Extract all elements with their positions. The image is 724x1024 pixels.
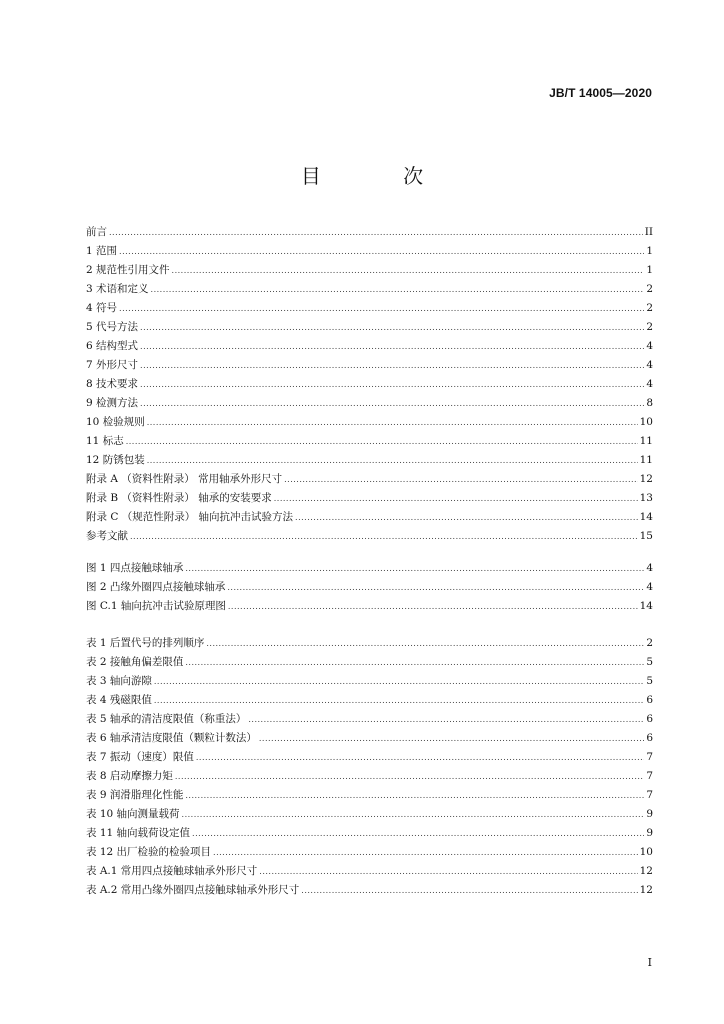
- toc-entry[interactable]: [86, 451, 653, 470]
- toc-entry-page: 5: [646, 675, 653, 687]
- toc-entry-label: 前言: [86, 226, 107, 238]
- toc-entry[interactable]: [86, 299, 653, 318]
- toc-entry-label: 12 防锈包装: [86, 454, 145, 466]
- toc-entry-label: 表 9 润滑脂理化性能: [86, 789, 184, 801]
- toc-entry-page: 5: [646, 656, 653, 668]
- dot-leader: [185, 559, 644, 578]
- dot-leader: [154, 691, 644, 710]
- dot-leader: [213, 843, 638, 862]
- toc-entry-page: 2: [646, 302, 653, 314]
- toc-entry-page: 7: [646, 751, 653, 763]
- toc-entry-label: 表 3 轴向游隙: [86, 675, 152, 687]
- toc-entry[interactable]: [86, 672, 653, 691]
- toc-entry-label: 附录 C （规范性附录） 轴向抗冲击试验方法: [86, 511, 294, 523]
- dot-leader: [192, 824, 644, 843]
- toc-entry[interactable]: [86, 242, 653, 261]
- toc-entry-page: 2: [646, 321, 653, 333]
- toc-entry[interactable]: [86, 356, 653, 375]
- dot-leader: [154, 672, 644, 691]
- toc-entry-label: 表 A.1 常用四点接触球轴承外形尺寸: [86, 865, 258, 877]
- toc-entry[interactable]: [86, 805, 653, 824]
- toc-entry[interactable]: [86, 824, 653, 843]
- toc-entry[interactable]: [86, 767, 653, 786]
- toc-entry[interactable]: [86, 413, 653, 432]
- dot-leader: [227, 578, 644, 597]
- toc-entry-page: 9: [646, 827, 653, 839]
- toc-entry[interactable]: [86, 470, 653, 489]
- toc-entry-label: 表 1 后置代号的排列顺序: [86, 637, 205, 649]
- toc-entry-label: 附录 B （资料性附录） 轴承的安装要求: [86, 492, 272, 504]
- toc-entry-page: 4: [646, 340, 653, 352]
- toc-entry-label: 表 2 接触角偏差限值: [86, 656, 184, 668]
- toc-entry[interactable]: [86, 280, 653, 299]
- toc-entry[interactable]: [86, 432, 653, 451]
- toc-entry[interactable]: [86, 786, 653, 805]
- toc-entry[interactable]: [86, 862, 653, 881]
- toc-entry[interactable]: [86, 337, 653, 356]
- toc-entry-label: 2 规范性引用文件: [86, 264, 170, 276]
- toc-entry[interactable]: [86, 881, 653, 900]
- toc-entry[interactable]: [86, 508, 653, 527]
- toc-entry[interactable]: [86, 691, 653, 710]
- toc-entry-page: 4: [646, 581, 653, 593]
- toc-entry[interactable]: [86, 729, 653, 748]
- toc-entry-label: 表 5 轴承的清洁度限值（称重法）: [86, 713, 247, 725]
- toc-entry-page: 7: [646, 789, 653, 801]
- toc-entry-page: 1: [646, 245, 653, 257]
- toc-entry-label: 6 结构型式: [86, 340, 139, 352]
- toc-entry-page: 4: [646, 378, 653, 390]
- toc-entry-page: 2: [646, 283, 653, 295]
- toc-entry[interactable]: [86, 489, 653, 508]
- dot-leader: [295, 508, 638, 527]
- dot-leader: [259, 862, 637, 881]
- dot-leader: [248, 710, 644, 729]
- toc-entry-page: 4: [646, 359, 653, 371]
- dot-leader: [140, 337, 644, 356]
- toc-entry-label: 表 4 残磁限值: [86, 694, 152, 706]
- dot-leader: [119, 242, 644, 261]
- toc-entry[interactable]: [86, 710, 653, 729]
- dot-leader: [185, 786, 644, 805]
- toc-entry-label: 10 检验规则: [86, 416, 145, 428]
- toc-entry-label: 表 12 出厂检验的检验项目: [86, 846, 212, 858]
- dot-leader: [147, 413, 638, 432]
- toc-entry[interactable]: [86, 394, 653, 413]
- toc-main-list: [86, 223, 653, 546]
- dot-leader: [130, 527, 638, 546]
- toc-entry-page: 13: [639, 492, 653, 504]
- toc-entry[interactable]: [86, 261, 653, 280]
- toc-entry[interactable]: [86, 223, 653, 242]
- dot-leader: [140, 318, 644, 337]
- toc-entry[interactable]: [86, 748, 653, 767]
- toc-entry-page: 12: [639, 473, 653, 485]
- toc-entry-page: 14: [639, 511, 653, 523]
- toc-entry-page: 9: [646, 808, 653, 820]
- toc-figures-list: [86, 559, 653, 616]
- toc-entry-label: 附录 A （资料性附录） 常用轴承外形尺寸: [86, 473, 283, 485]
- toc-entry-label: 11 标志: [86, 435, 124, 447]
- toc-entry-label: 4 符号: [86, 302, 118, 314]
- toc-entry-page: 2: [646, 637, 653, 649]
- toc-entry-label: 5 代号方法: [86, 321, 139, 333]
- toc-entry-label: 8 技术要求: [86, 378, 139, 390]
- toc-entry-label: 图 2 凸缘外圈四点接触球轴承: [86, 581, 226, 593]
- dot-leader: [140, 394, 644, 413]
- toc-entry-page: 14: [639, 600, 653, 612]
- toc-entry-label: 表 10 轴向测量载荷: [86, 808, 180, 820]
- toc-entry-label: 表 11 轴向载荷设定值: [86, 827, 191, 839]
- dot-leader: [140, 375, 644, 394]
- dot-leader: [301, 881, 637, 900]
- standard-number: JB/T 14005—2020: [549, 86, 652, 100]
- toc-entry-page: 12: [639, 884, 653, 896]
- toc-entry-label: 参考文献: [86, 530, 128, 542]
- dot-leader: [182, 805, 645, 824]
- toc-entry-page: 12: [639, 865, 653, 877]
- dot-leader: [259, 729, 644, 748]
- toc-entry[interactable]: [86, 527, 653, 546]
- toc-entry-label: 1 范围: [86, 245, 118, 257]
- dot-leader: [151, 280, 645, 299]
- toc-entry-label: 表 6 轴承清洁度限值（颗粒计数法）: [86, 732, 257, 744]
- toc-entry-label: 7 外形尺寸: [86, 359, 139, 371]
- toc-entry-label: 表 8 启动摩擦力矩: [86, 770, 173, 782]
- toc-entry-label: 3 术语和定义: [86, 283, 149, 295]
- toc-entry[interactable]: [86, 559, 653, 578]
- dot-leader: [119, 299, 644, 318]
- dot-leader: [228, 597, 638, 616]
- toc-tables-list: [86, 634, 653, 900]
- toc-entry-page: 6: [646, 713, 653, 725]
- dot-leader: [126, 432, 638, 451]
- toc-entry-page: 10: [639, 846, 653, 858]
- dot-leader: [147, 451, 638, 470]
- dot-leader: [196, 748, 644, 767]
- dot-leader: [284, 470, 638, 489]
- toc-entry-label: 图 1 四点接触球轴承: [86, 562, 184, 574]
- dot-leader: [185, 653, 644, 672]
- toc-entry-page: 7: [646, 770, 653, 782]
- dot-leader: [206, 634, 644, 653]
- toc-entry-page: 11: [639, 435, 653, 447]
- toc-entry-label: 图 C.1 轴向抗冲击试验原理图: [86, 600, 226, 612]
- toc-entry-page: II: [644, 226, 653, 238]
- toc-entry[interactable]: [86, 634, 653, 653]
- dot-leader: [175, 767, 644, 786]
- toc-entry-label: 9 检测方法: [86, 397, 139, 409]
- page-number: I: [647, 956, 652, 969]
- toc-entry[interactable]: [86, 318, 653, 337]
- dot-leader: [274, 489, 638, 508]
- toc-entry-page: 6: [646, 732, 653, 744]
- dot-leader: [172, 261, 645, 280]
- toc-entry-page: 1: [646, 264, 653, 276]
- toc-entry-page: 4: [646, 562, 653, 574]
- page-title: 目 次: [300, 164, 462, 188]
- toc-entry-page: 15: [639, 530, 653, 542]
- toc-entry-page: 6: [646, 694, 653, 706]
- dot-leader: [109, 223, 643, 242]
- toc-entry[interactable]: [86, 375, 653, 394]
- toc-entry-page: 10: [639, 416, 653, 428]
- toc-entry[interactable]: [86, 653, 653, 672]
- toc-entry-label: 表 A.2 常用凸缘外圈四点接触球轴承外形尺寸: [86, 884, 300, 896]
- dot-leader: [140, 356, 644, 375]
- toc-entry-label: 表 7 振动（速度）限值: [86, 751, 194, 763]
- toc-entry[interactable]: [86, 597, 653, 616]
- toc-entry-page: 11: [639, 454, 653, 466]
- toc-entry[interactable]: [86, 843, 653, 862]
- toc-entry[interactable]: [86, 578, 653, 597]
- toc-entry-page: 8: [646, 397, 653, 409]
